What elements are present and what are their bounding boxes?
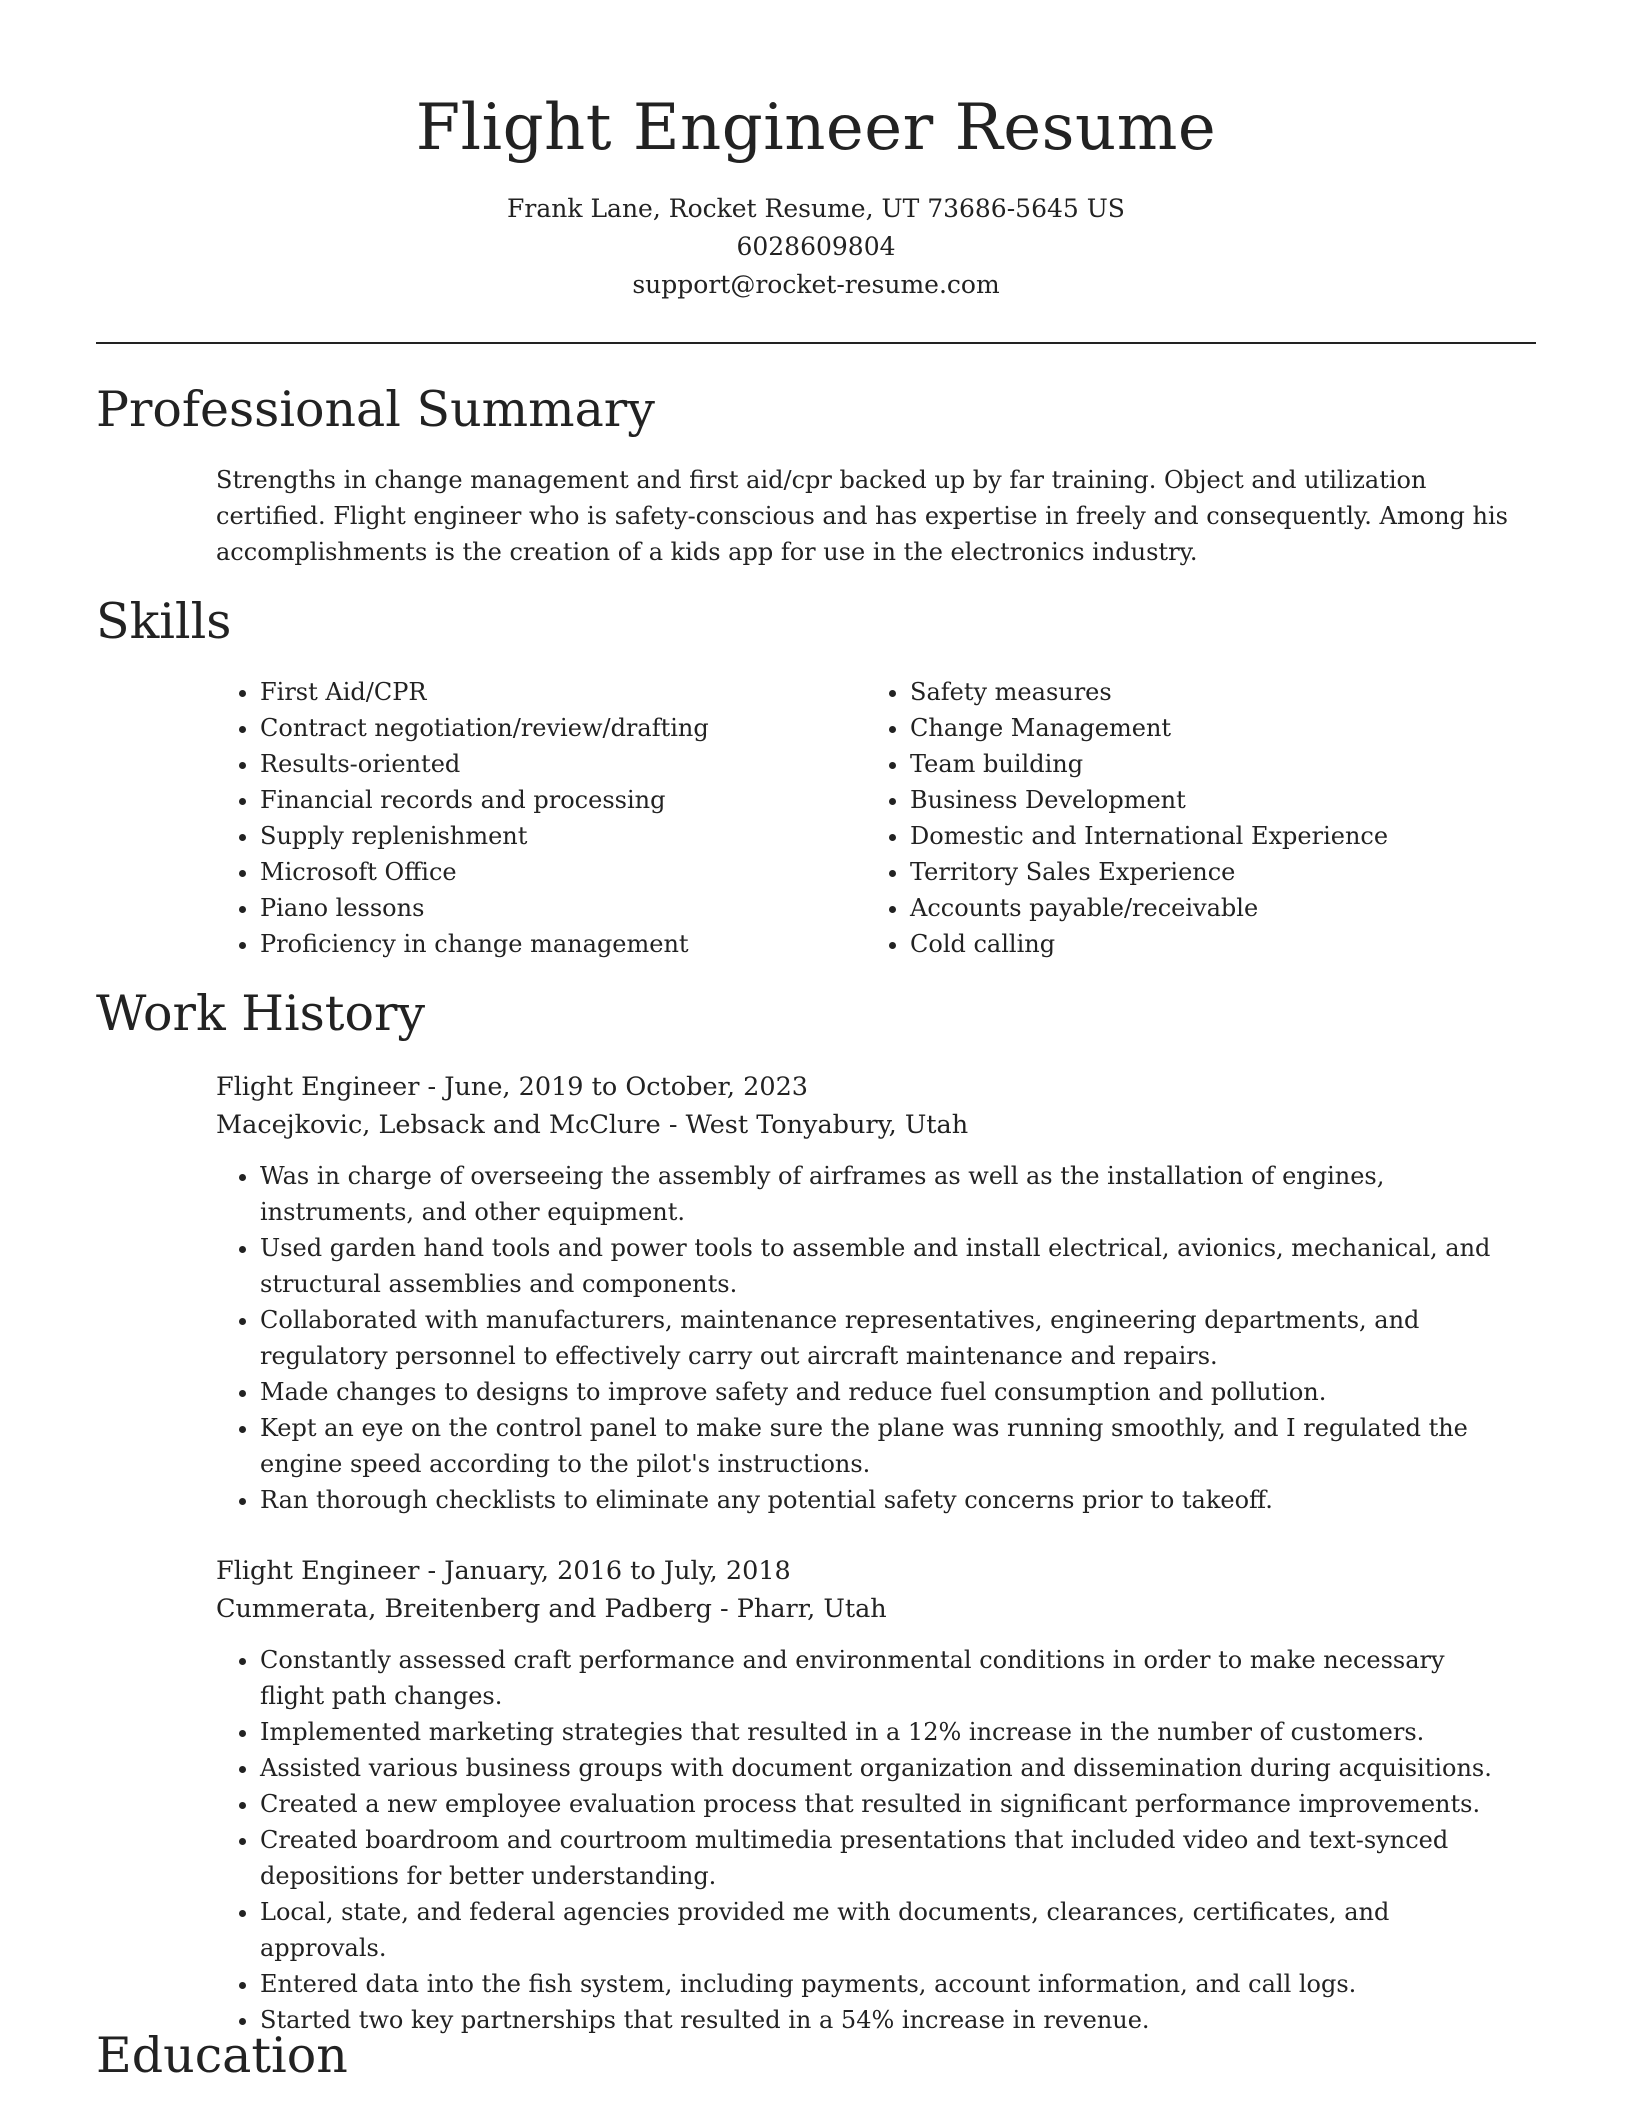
skill-item: • Territory Sales Experience — [910, 854, 1388, 890]
skill-item: • Domestic and International Experience — [910, 818, 1388, 854]
work-history-heading: Work History — [96, 985, 426, 1042]
job-entry — [216, 1068, 1516, 1518]
contact-info — [96, 190, 1536, 304]
duty-item: • Local, state, and federal agencies provided me with documents, clearances, certificates, and approvals. — [260, 1894, 1516, 1966]
education-heading: Education — [96, 2027, 348, 2084]
duty-item: • Implemented marketing strategies that resulted in a 12% increase in the number of customers. — [260, 1714, 1516, 1750]
duty-item: • Kept an eye on the control panel to make sure the plane was running smoothly, and I regulated the engine speed according to the pilot's instructions. — [260, 1410, 1516, 1482]
summary-heading: Professional Summary — [96, 381, 655, 438]
skills-list-left — [216, 674, 709, 962]
duty-item: • Used garden hand tools and power tools to assemble and install electrical, avionics, mechanical, and structural assemblies and components. — [260, 1230, 1516, 1302]
duty-item: • Entered data into the fish system, including payments, account information, and call logs. — [260, 1966, 1516, 2002]
contact-email: support@rocket-resume.com — [632, 270, 1000, 299]
skill-item: • Contract negotiation/review/drafting — [260, 710, 709, 746]
skill-item: • Business Development — [910, 782, 1388, 818]
skill-item: • Cold calling — [910, 926, 1388, 962]
skill-item: • Piano lessons — [260, 890, 709, 926]
job-title-line: Flight Engineer - June, 2019 to October, 2023 — [216, 1072, 809, 1102]
job-title-line: Flight Engineer - January, 2016 to July, 2018 — [216, 1556, 791, 1586]
job-company-line: Macejkovic, Lebsack and McClure - West Tonyabury, Utah — [216, 1110, 969, 1140]
job-company: Macejkovic, Lebsack and McClure — [216, 1110, 661, 1140]
skills-list-right — [866, 674, 1388, 962]
job-title: Flight Engineer — [216, 1556, 420, 1586]
job-company-line: Cummerata, Breitenberg and Padberg - Pharr, Utah — [216, 1594, 887, 1624]
job-dates: January, 2016 to July, 2018 — [444, 1556, 791, 1586]
skill-item: • Accounts payable/receivable — [910, 890, 1388, 926]
job-company: Cummerata, Breitenberg and Padberg — [216, 1594, 712, 1624]
job-location: West Tonyabury, Utah — [685, 1110, 969, 1140]
summary-text: Strengths in change management and first aid/cpr backed up by far training. Object and utilization certified. Flight engineer who is safety-conscious and has expertise in freely and consequently. Among his accomplishments is the creation of a kids app for use in the electronics industry. — [216, 466, 1508, 566]
resume-title: Flight Engineer Resume — [415, 91, 1217, 165]
job-title: Flight Engineer — [216, 1072, 420, 1102]
skill-item: • Supply replenishment — [260, 818, 709, 854]
skills-heading: Skills — [96, 593, 232, 650]
skill-item: • Financial records and processing — [260, 782, 709, 818]
job-location: Pharr, Utah — [736, 1594, 887, 1624]
duty-item: • Constantly assessed craft performance and environmental conditions in order to make necessary flight path changes. — [260, 1642, 1516, 1714]
duty-item: • Ran thorough checklists to eliminate any potential safety concerns prior to takeoff. — [260, 1482, 1516, 1518]
contact-address: Frank Lane, Rocket Resume, UT 73686-5645 US — [507, 194, 1125, 223]
skill-item: • Safety measures — [910, 674, 1388, 710]
job-duties-list — [216, 1158, 1516, 1518]
skill-item: • Proficiency in change management — [260, 926, 709, 962]
header-divider — [96, 342, 1536, 344]
contact-phone: 6028609804 — [736, 232, 896, 261]
job-dates: June, 2019 to October, 2023 — [444, 1072, 809, 1102]
duty-item: • Was in charge of overseeing the assembly of airframes as well as the installation of engines, instruments, and other equipment. — [260, 1158, 1516, 1230]
job-entry — [216, 1552, 1516, 2038]
job-duties-list — [216, 1642, 1516, 2038]
duty-item: • Created a new employee evaluation process that resulted in significant performance improvements. — [260, 1786, 1516, 1822]
skill-item: • First Aid/CPR — [260, 674, 709, 710]
duty-item: • Collaborated with manufacturers, maintenance representatives, engineering departments, and regulatory personnel to effectively carry out aircraft maintenance and repairs. — [260, 1302, 1516, 1374]
skill-item: • Team building — [910, 746, 1388, 782]
duty-item: • Assisted various business groups with document organization and dissemination during acquisitions. — [260, 1750, 1516, 1786]
skill-item: • Change Management — [910, 710, 1388, 746]
duty-item: • Started two key partnerships that resulted in a 54% increase in revenue. — [260, 2002, 1516, 2038]
skill-item: • Microsoft Office — [260, 854, 709, 890]
duty-item: • Created boardroom and courtroom multimedia presentations that included video and text-synced depositions for better understanding. — [260, 1822, 1516, 1894]
skill-item: • Results-oriented — [260, 746, 709, 782]
duty-item: • Made changes to designs to improve safety and reduce fuel consumption and pollution. — [260, 1374, 1516, 1410]
